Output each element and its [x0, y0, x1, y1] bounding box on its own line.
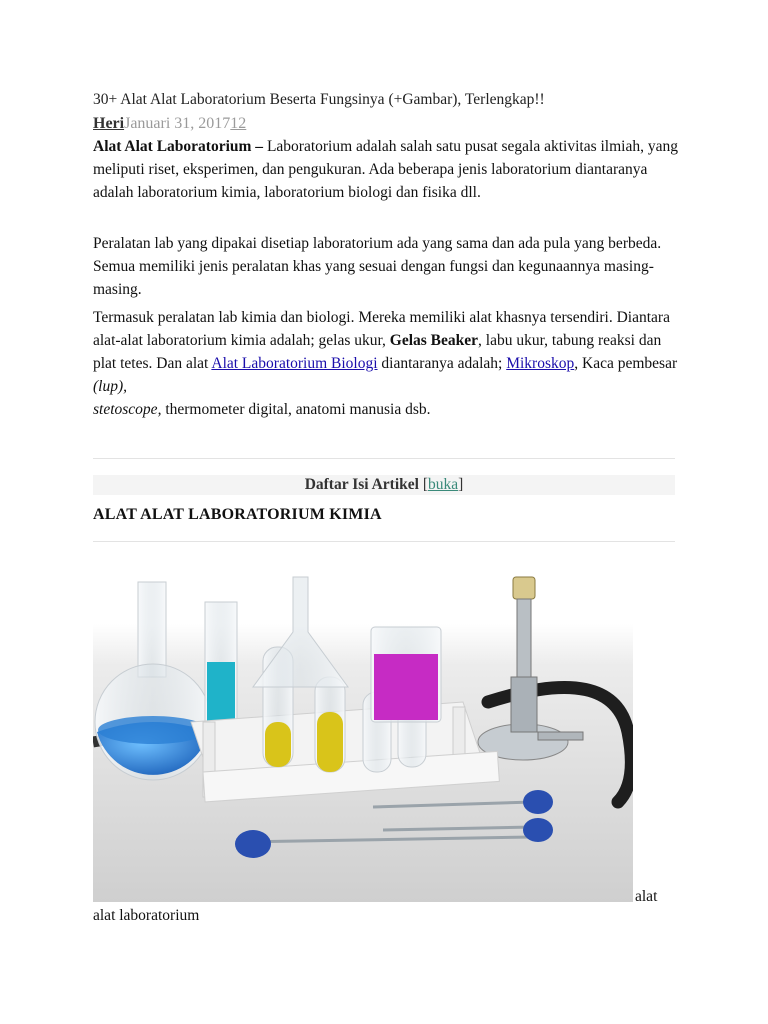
image-alt-text: alat	[635, 888, 658, 905]
stetoscope-text: stetoscope,	[93, 401, 162, 418]
third-text-4: , Kaca pembesar	[574, 355, 678, 372]
article-meta	[93, 115, 246, 133]
beaker-magenta	[371, 627, 441, 722]
second-text: Peralatan lab yang dipakai disetiap laboratorium ada yang sama dan ada pula yang berbeda. Semua memiliki jenis peralatan khas yang sesuai dengan fungsi dan kegunaannya masing-masing.	[93, 235, 662, 298]
lup-text: (lup),	[93, 378, 128, 395]
divider	[93, 541, 675, 542]
biologi-link[interactable]: Alat Laboratorium Biologi	[211, 355, 378, 372]
round-flask-blue	[95, 582, 211, 780]
intro-text: Laboratorium adalah salah satu pusat segala aktivitas ilmiah, yang meliputi riset, eksperimen, dan pengukuran. Ada beberapa jenis laboratorium diantaranya adalah laboratorium kimia, laboratorium biologi dan fisika dll.	[93, 138, 678, 201]
intro-lead: Alat Alat Laboratorium –	[93, 138, 264, 155]
third-text-1: Termasuk peralatan lab kimia dan biologi. Mereka memiliki alat khasnya tersendiri. Diantara alat-alat laboratorium kimia adalah; gelas ukur,	[93, 309, 670, 349]
toc-open-link[interactable]: buka	[427, 476, 459, 493]
publish-date: Januari 31, 2017	[124, 115, 231, 132]
image-alt-text-continued: alat laboratorium	[93, 907, 200, 924]
table-of-contents	[93, 475, 675, 495]
third-text-2: , labu ukur, tabung reaksi dan plat tetes. Dan alat	[93, 332, 662, 372]
toc-bracket-open: [	[422, 476, 428, 493]
third-text-3: diantaranya adalah;	[377, 355, 507, 372]
toc-label: Daftar Isi Artikel	[304, 476, 419, 493]
toc-bracket-close: ]	[458, 476, 464, 493]
second-paragraph	[93, 232, 683, 301]
gelas-beaker-text: Gelas Beaker	[389, 332, 479, 349]
divider	[93, 458, 675, 459]
mikroskop-link[interactable]: Mikroskop	[506, 355, 575, 372]
article-title: 30+ Alat Alat Laboratorium Beserta Fungsinya (+Gambar), Terlengkap!!	[93, 91, 545, 108]
comment-count-link[interactable]: 12	[230, 115, 247, 132]
lab-equipment-image	[93, 572, 633, 902]
section-heading: ALAT ALAT LABORATORIUM KIMIA	[93, 506, 382, 523]
intro-paragraph	[93, 135, 683, 204]
third-paragraph	[93, 306, 683, 421]
third-text-5: thermometer digital, anatomi manusia dsb.	[161, 401, 431, 418]
author-link[interactable]: Heri	[93, 115, 125, 132]
